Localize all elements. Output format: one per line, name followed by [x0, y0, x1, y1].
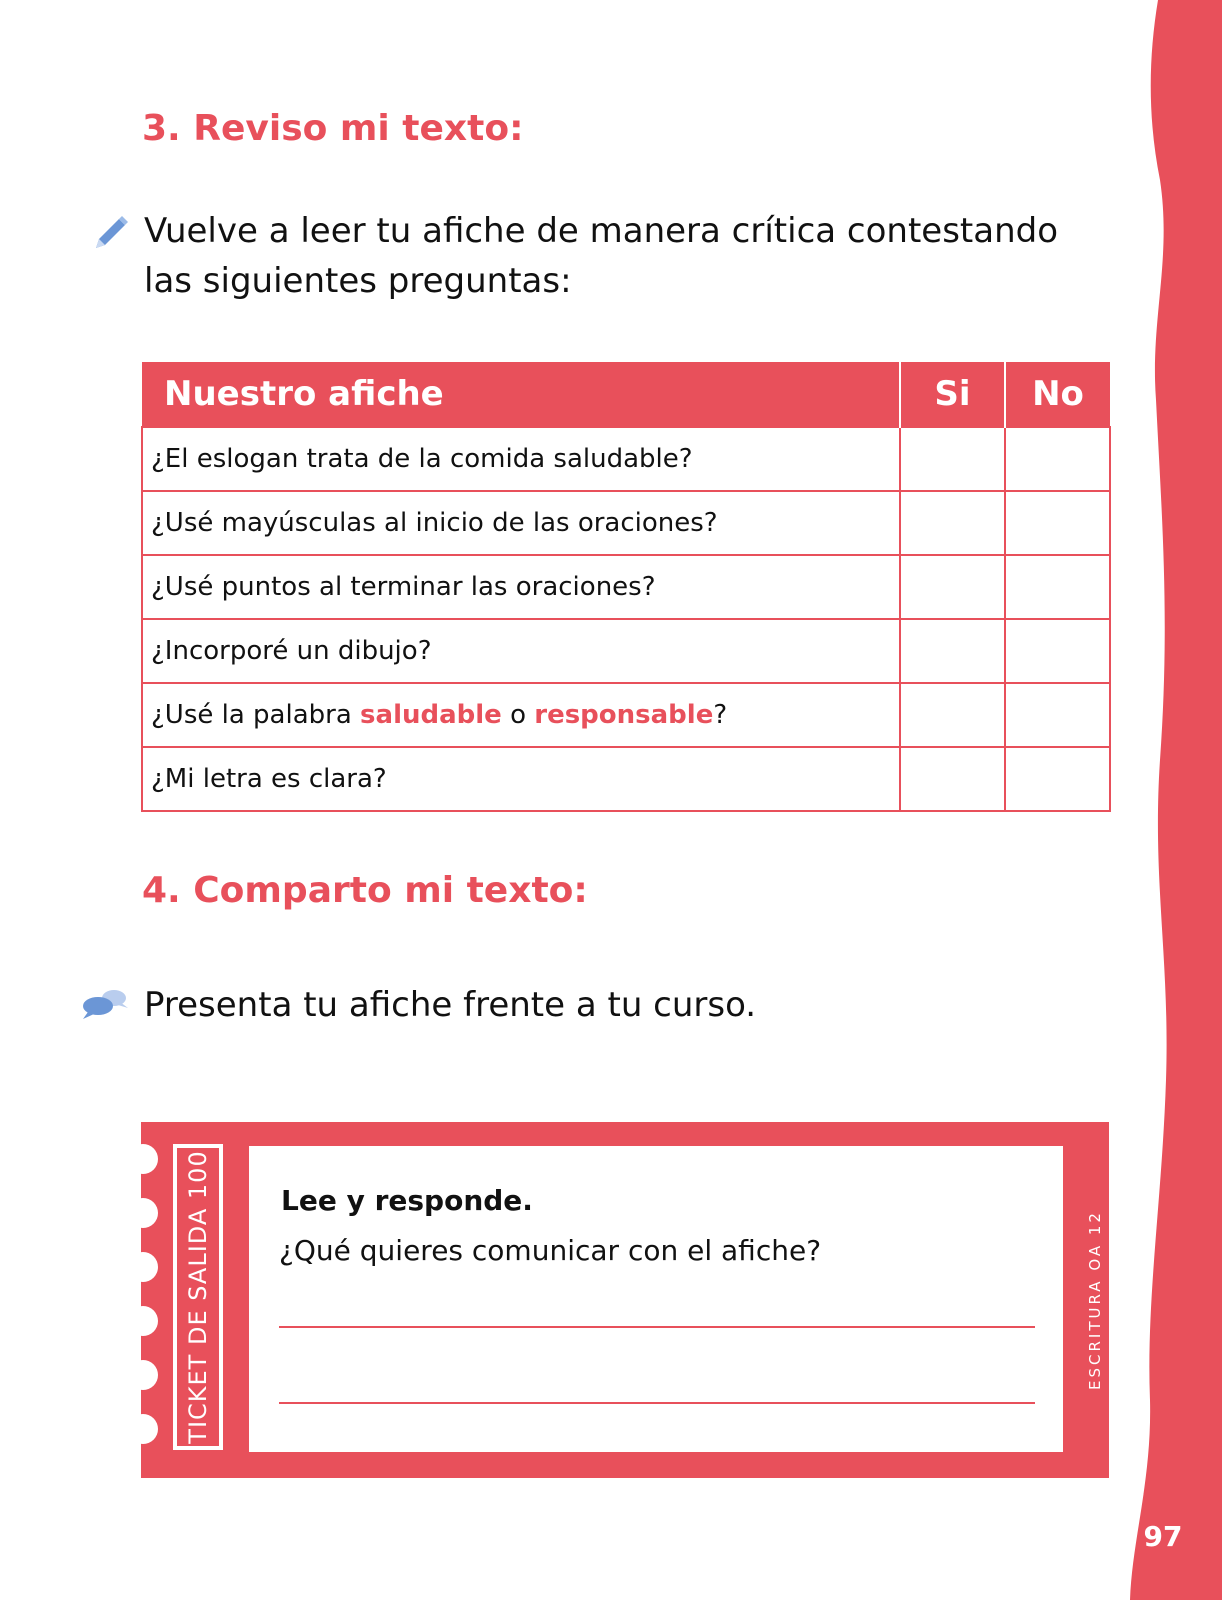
- pencil-icon: [88, 212, 132, 256]
- ticket-stub: [173, 1144, 223, 1450]
- question-text: ?: [713, 700, 728, 730]
- ticket-notch: [128, 1252, 158, 1282]
- answer-si-cell[interactable]: [900, 491, 1005, 555]
- table-row: [142, 747, 1110, 811]
- answer-no-cell[interactable]: [1005, 747, 1110, 811]
- question-cell: ¿El eslogan trata de la comida saludable?: [142, 427, 900, 491]
- answer-no-cell[interactable]: [1005, 619, 1110, 683]
- answer-si-cell[interactable]: [900, 619, 1005, 683]
- question-text: o: [501, 700, 535, 730]
- question-cell: ¿Incorporé un dibujo?: [142, 619, 900, 683]
- question-text: ¿Usé la palabra: [151, 700, 361, 730]
- ticket-notch: [128, 1198, 158, 1228]
- header-si: Si: [900, 362, 1005, 427]
- ticket-stub-label: TICKET DE SALIDA 100: [184, 1150, 212, 1444]
- ticket-notch: [128, 1414, 158, 1444]
- table-row: [142, 683, 1110, 747]
- answer-line[interactable]: [279, 1402, 1035, 1404]
- section-3-title: 3. Reviso mi texto:: [142, 108, 524, 149]
- exit-ticket: [141, 1122, 1109, 1478]
- ticket-notch: [128, 1306, 158, 1336]
- highlight-word-saludable: saludable: [360, 700, 502, 730]
- ticket-notch: [128, 1360, 158, 1390]
- section-4-title: 4. Comparto mi texto:: [142, 870, 588, 911]
- header-no: No: [1005, 362, 1110, 427]
- section-3-instruction: Vuelve a leer tu afiche de manera crítica contestando las siguientes preguntas:: [144, 211, 1059, 301]
- answer-si-cell[interactable]: [900, 427, 1005, 491]
- question-cell: [142, 683, 900, 747]
- question-cell: ¿Usé mayúsculas al inicio de las oraciones?: [142, 491, 900, 555]
- highlight-word-responsable: responsable: [534, 700, 714, 730]
- answer-no-cell[interactable]: [1005, 555, 1110, 619]
- ticket-question: ¿Qué quieres comunicar con el afiche?: [279, 1234, 822, 1267]
- ticket-heading: Lee y responde.: [281, 1184, 533, 1217]
- question-cell: ¿Usé puntos al terminar las oraciones?: [142, 555, 900, 619]
- answer-si-cell[interactable]: [900, 555, 1005, 619]
- ticket-notch: [128, 1144, 158, 1174]
- table-row: [142, 491, 1110, 555]
- table-row: [142, 427, 1110, 491]
- header-nuestro-afiche: Nuestro afiche: [142, 362, 900, 427]
- table-row: [142, 555, 1110, 619]
- ticket-answer-area: [249, 1146, 1063, 1452]
- answer-si-cell[interactable]: [900, 747, 1005, 811]
- question-cell: ¿Mi letra es clara?: [142, 747, 900, 811]
- answer-no-cell[interactable]: [1005, 683, 1110, 747]
- answer-line[interactable]: [279, 1326, 1035, 1328]
- section-4-instruction: Presenta tu afiche frente a tu curso.: [144, 985, 757, 1025]
- speech-bubbles-icon: [80, 986, 130, 1022]
- checklist-header-row: [142, 362, 1110, 427]
- checklist-table: [141, 362, 1111, 812]
- table-row: [142, 619, 1110, 683]
- side-band-shape: [1130, 0, 1222, 1600]
- answer-no-cell[interactable]: [1005, 491, 1110, 555]
- page-number: 97: [1143, 1520, 1183, 1553]
- curriculum-code: ESCRITURA OA 12: [1086, 1210, 1104, 1390]
- answer-no-cell[interactable]: [1005, 427, 1110, 491]
- answer-si-cell[interactable]: [900, 683, 1005, 747]
